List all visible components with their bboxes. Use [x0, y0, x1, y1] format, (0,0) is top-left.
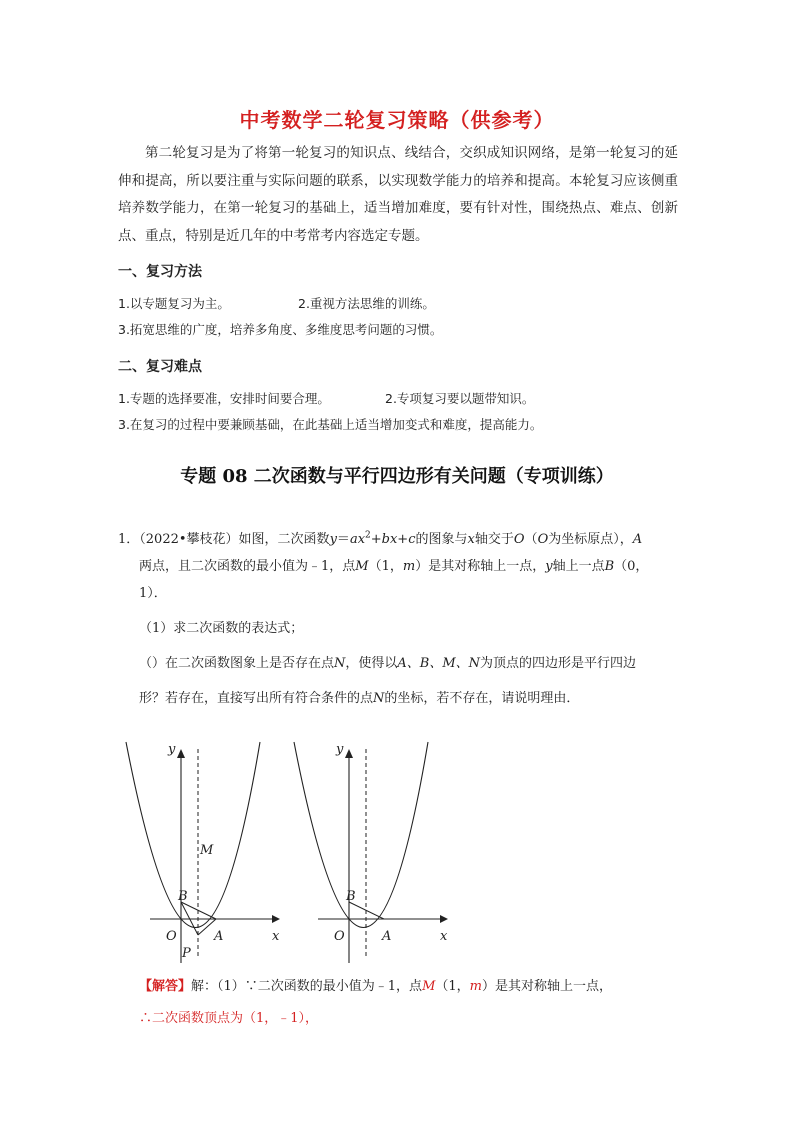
question-text: 的坐标，若不存在，请说明理由． — [384, 691, 580, 706]
formula-exponent: 2 — [365, 530, 371, 541]
formula-y: y — [329, 532, 337, 547]
label-y: y — [336, 742, 344, 757]
question-text: （0， — [614, 559, 649, 574]
method-item-1: 1.以专题复习为主。 — [118, 296, 230, 311]
label-o: O — [334, 929, 345, 944]
page-title: 中考数学二轮复习策略（供参考） — [239, 108, 555, 132]
formula-rest: +bx+c — [370, 532, 416, 547]
question-line-2 — [139, 555, 648, 574]
question-number: 1． — [118, 532, 140, 547]
x-axis-arrow-icon — [272, 915, 280, 923]
answer-line-1 — [139, 975, 612, 994]
answer-tag: 【解答】 — [139, 979, 192, 994]
question-text: （1， — [368, 559, 403, 574]
difficulty-item-3: 3.在复习的过程中要兼顾基础，在此基础上适当增加变式和难度，提高能力。 — [118, 417, 543, 432]
label-y: y — [168, 742, 176, 757]
y-axis-arrow-icon — [177, 749, 185, 758]
var-x: x — [467, 532, 475, 547]
figure-parabola-1 — [150, 735, 290, 965]
formula-eq: ＝ — [336, 532, 350, 547]
question-line-1 — [118, 528, 642, 547]
question-text: ，使得以 — [345, 656, 398, 671]
var-o: O — [513, 532, 525, 547]
question-line-3: 1）． — [139, 586, 167, 601]
var-o: O — [537, 532, 549, 547]
intro-paragraph: 第二轮复习是为了将第一轮复习的知识点、线结合，交织成知识网络，是第一轮复习的延伸和提高，所以要注重与实际问题的联系，以实现数学能力的培养和提高。本轮复习应该侧重培养数学能力，在第一轮复习的基础上，适当增加难度，要有针对性，围绕热点、难点、创新点、重点，特别是近几年的中考常考内容选定专题。 — [118, 145, 678, 244]
label-x: x — [272, 929, 280, 944]
label-b: B — [346, 889, 356, 904]
method-item-3: 3.拓宽思维的广度，培养多角度、多维度思考问题的习惯。 — [118, 322, 443, 337]
figure-parabola-2 — [318, 735, 458, 965]
parabola-curve — [294, 742, 428, 928]
question-text: 为坐标原点）， — [548, 532, 633, 547]
topic-title: 专题 08 二次函数与平行四边形有关问题（专项训练） — [180, 466, 614, 487]
var-a: A — [632, 532, 643, 547]
var-m: M — [355, 559, 369, 574]
answer-line-2: ∴二次函数顶点为（1，﹣1）， — [139, 1011, 319, 1026]
question-text: 轴交于 — [474, 532, 514, 547]
answer-text: （1， — [435, 979, 470, 994]
y-axis-arrow-icon — [345, 749, 353, 758]
method-item-2: 2.重视方法思维的训练。 — [298, 296, 435, 311]
answer-text: ）是其对称轴上一点， — [481, 979, 612, 994]
var-y: y — [545, 559, 553, 574]
question-text: （）在二次函数图象上是否存在点 — [139, 656, 335, 671]
formula-a: ax — [349, 532, 366, 547]
difficulty-item-2: 2.专项复习要以题带知识。 — [385, 391, 535, 406]
x-axis-arrow-icon — [440, 915, 448, 923]
question-text: 的图象与 — [415, 532, 468, 547]
difficulty-item-1: 1.专题的选择要准，安排时间要合理。 — [118, 391, 330, 406]
section-heading-methods: 一、复习方法 — [118, 264, 202, 280]
question-text: 形？若存在，直接写出所有符合条件的点 — [139, 691, 374, 706]
label-p: P — [182, 946, 191, 961]
label-o: O — [166, 929, 177, 944]
sub-question-1: （1）求二次函数的表达式； — [139, 621, 304, 636]
question-text: 如图，二次函数 — [238, 532, 330, 547]
sub-question-2-line-2 — [139, 687, 579, 706]
label-a: A — [382, 929, 392, 944]
question-source: （2022•攀枝花） — [139, 532, 239, 547]
label-b: B — [178, 889, 188, 904]
var-points: A、B、M、N — [397, 656, 481, 671]
label-x: x — [440, 929, 448, 944]
section-heading-difficulties: 二、复习难点 — [118, 359, 202, 375]
var-n: N — [373, 691, 385, 706]
label-m: M — [200, 843, 214, 858]
question-text: 两点，且二次函数的最小值为﹣1，点 — [139, 559, 356, 574]
answer-text: 解：（1）∵二次函数的最小值为﹣1，点 — [191, 979, 423, 994]
var-m: M — [422, 979, 436, 994]
sub-question-2-line-1 — [139, 652, 636, 671]
var-b: B — [604, 559, 615, 574]
var-n: N — [334, 656, 346, 671]
parabola-curve — [126, 742, 260, 928]
question-text: 为顶点的四边形是平行四边 — [480, 656, 637, 671]
label-a: A — [214, 929, 224, 944]
question-text: （ — [524, 532, 538, 547]
var-m-lower: m — [402, 559, 416, 574]
question-text: ）是其对称轴上一点， — [415, 559, 546, 574]
var-m-lower: m — [469, 979, 482, 994]
question-text: 轴上一点 — [552, 559, 605, 574]
